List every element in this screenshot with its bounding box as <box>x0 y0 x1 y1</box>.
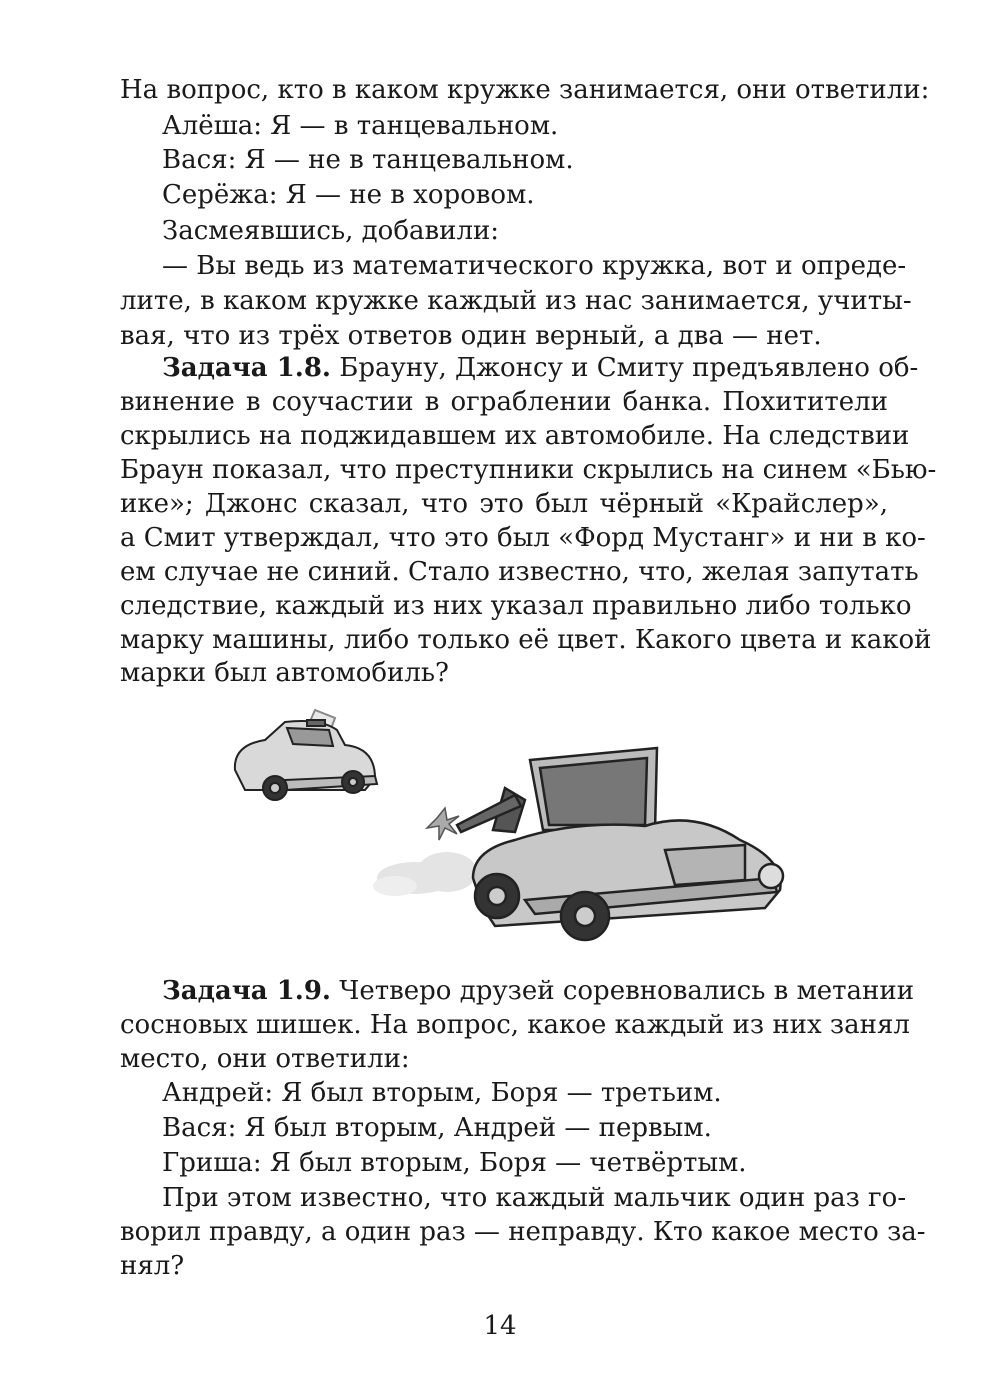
task-label: Задача 1.8. <box>162 353 331 383</box>
text-line: При этом известно, что каждый мальчик один раз го- <box>162 1183 907 1213</box>
task-1-8-first-line <box>162 350 919 386</box>
text-line: следствие, каждый из них указал правильно либо только <box>120 591 912 621</box>
text-line: Вася: Я — не в танцевальном. <box>162 145 574 175</box>
text-line: нял? <box>120 1251 185 1281</box>
text-line: сосновых шишек. На вопрос, какое каждый из них занял <box>120 1010 910 1040</box>
text-line: ем случае не синий. Стало известно, что, желая запутать <box>120 557 919 587</box>
text-line: Серёжа: Я — не в хоровом. <box>162 180 535 210</box>
car-chase-illustration <box>225 700 795 960</box>
muzzle-flash-icon <box>427 808 459 840</box>
text-line: Андрей: Я был вторым, Боря — третьим. <box>162 1078 722 1108</box>
dust-cloud-icon <box>373 852 477 896</box>
text-line: Гриша: Я был вторым, Боря — четвёртым. <box>162 1148 747 1178</box>
text-span: Брауну, Джонсу и Смиту предъявлено об- <box>331 353 919 383</box>
text-line: марки был автомобиль? <box>120 658 449 688</box>
task-1-9-first-line <box>162 973 915 1009</box>
text-line: ворил правду, а один раз — неправду. Кто какое место за- <box>120 1217 926 1247</box>
text-span: Четверо друзей соревновались в метании <box>331 976 915 1006</box>
text-line: марку машины, либо только её цвет. Какого цвета и какой <box>120 625 932 655</box>
text-line: Браун показал, что преступники скрылись на синем «Бью- <box>120 455 937 485</box>
text-line: лите, в каком кружке каждый из нас занимается, учиты- <box>120 286 912 316</box>
task-label: Задача 1.9. <box>162 976 331 1006</box>
page-number: 14 <box>483 1311 517 1341</box>
text-line: место, они ответили: <box>120 1044 410 1074</box>
police-car-icon <box>235 710 377 800</box>
text-line: ике»; Джонс сказал, что это был чёрный «Крайслер», <box>120 489 888 519</box>
text-line: Вася: Я был вторым, Андрей — первым. <box>162 1113 712 1143</box>
text-line: Алёша: Я — в танцевальном. <box>162 111 559 141</box>
text-line: винение в соучастии в ограблении банка. Похитители <box>120 387 888 417</box>
text-line: скрылись на поджидавшем их автомобиле. На следствии <box>120 421 910 451</box>
text-line: На вопрос, кто в каком кружке занимается, они ответили: <box>120 75 930 105</box>
text-line: а Смит утверждал, что это был «Форд Мустанг» и ни в ко- <box>120 523 926 553</box>
text-line: вая, что из трёх ответов один верный, а два — нет. <box>120 321 822 351</box>
getaway-car-icon <box>457 748 783 940</box>
text-line: Засмеявшись, добавили: <box>162 216 500 246</box>
text-line: — Вы ведь из математического кружка, вот и опреде- <box>162 251 907 281</box>
